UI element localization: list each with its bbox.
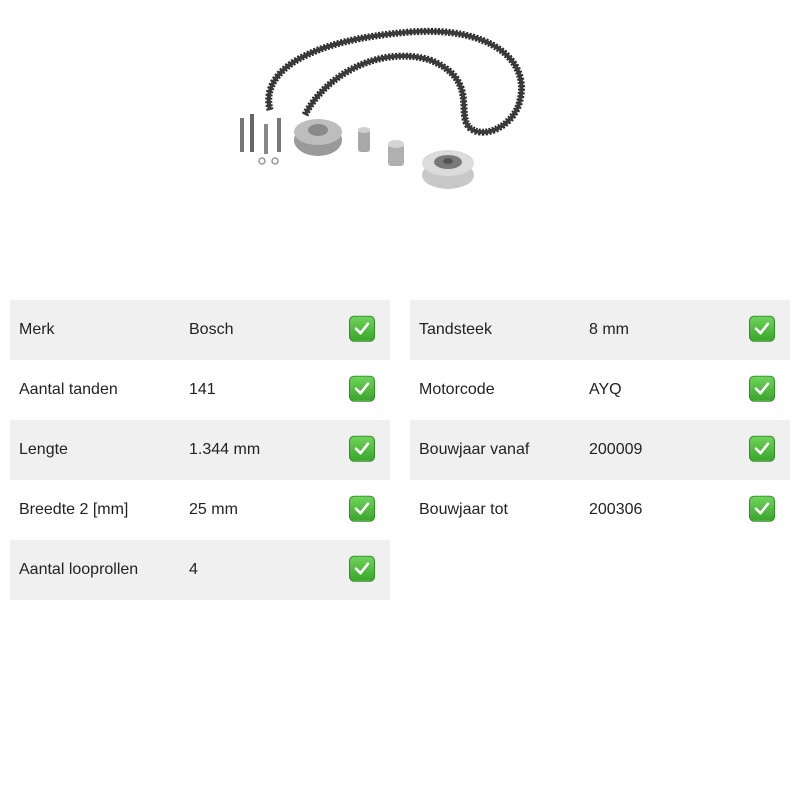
spec-row-breedte	[10, 480, 390, 540]
spec-label: Motorcode	[419, 381, 495, 398]
checkmark-icon	[749, 436, 775, 462]
spec-value: 200009	[589, 441, 643, 458]
spec-value: 4	[189, 561, 198, 578]
spec-label: Bouwjaar tot	[419, 501, 508, 518]
spec-row-aantal-tanden	[10, 360, 390, 420]
product-image	[230, 20, 530, 200]
spec-label: Bouwjaar vanaf	[419, 441, 530, 458]
spec-label: Merk	[19, 321, 55, 338]
checkmark-icon	[349, 316, 375, 342]
spec-row-motorcode	[410, 360, 790, 420]
timing-belt-kit-image	[230, 20, 530, 200]
spec-value: 200306	[589, 501, 643, 518]
spec-label: Aantal looprollen	[19, 561, 139, 578]
spec-table-right	[410, 300, 790, 540]
spec-row-aantal-looprollen	[10, 540, 390, 600]
spec-row-bouwjaar-tot	[410, 480, 790, 540]
spec-label: Lengte	[19, 441, 68, 458]
spec-label: Breedte 2 [mm]	[19, 501, 129, 518]
spec-row-lengte	[10, 420, 390, 480]
checkmark-icon	[349, 436, 375, 462]
spec-value: 25 mm	[189, 501, 238, 518]
spec-row-merk	[10, 300, 390, 360]
spec-table-left	[10, 300, 390, 600]
spec-row-bouwjaar-vanaf	[410, 420, 790, 480]
spec-value: 1.344 mm	[189, 441, 261, 458]
spec-label: Tandsteek	[419, 321, 492, 338]
checkmark-icon	[349, 496, 375, 522]
spec-value: Bosch	[189, 321, 234, 338]
checkmark-icon	[749, 376, 775, 402]
checkmark-icon	[749, 496, 775, 522]
spec-value: 8 mm	[589, 321, 629, 338]
spec-value: AYQ	[589, 381, 622, 398]
checkmark-icon	[749, 316, 775, 342]
checkmark-icon	[349, 556, 375, 582]
spec-value: 141	[189, 381, 216, 398]
spec-label: Aantal tanden	[19, 381, 118, 398]
checkmark-icon	[349, 376, 375, 402]
spec-row-tandsteek	[410, 300, 790, 360]
